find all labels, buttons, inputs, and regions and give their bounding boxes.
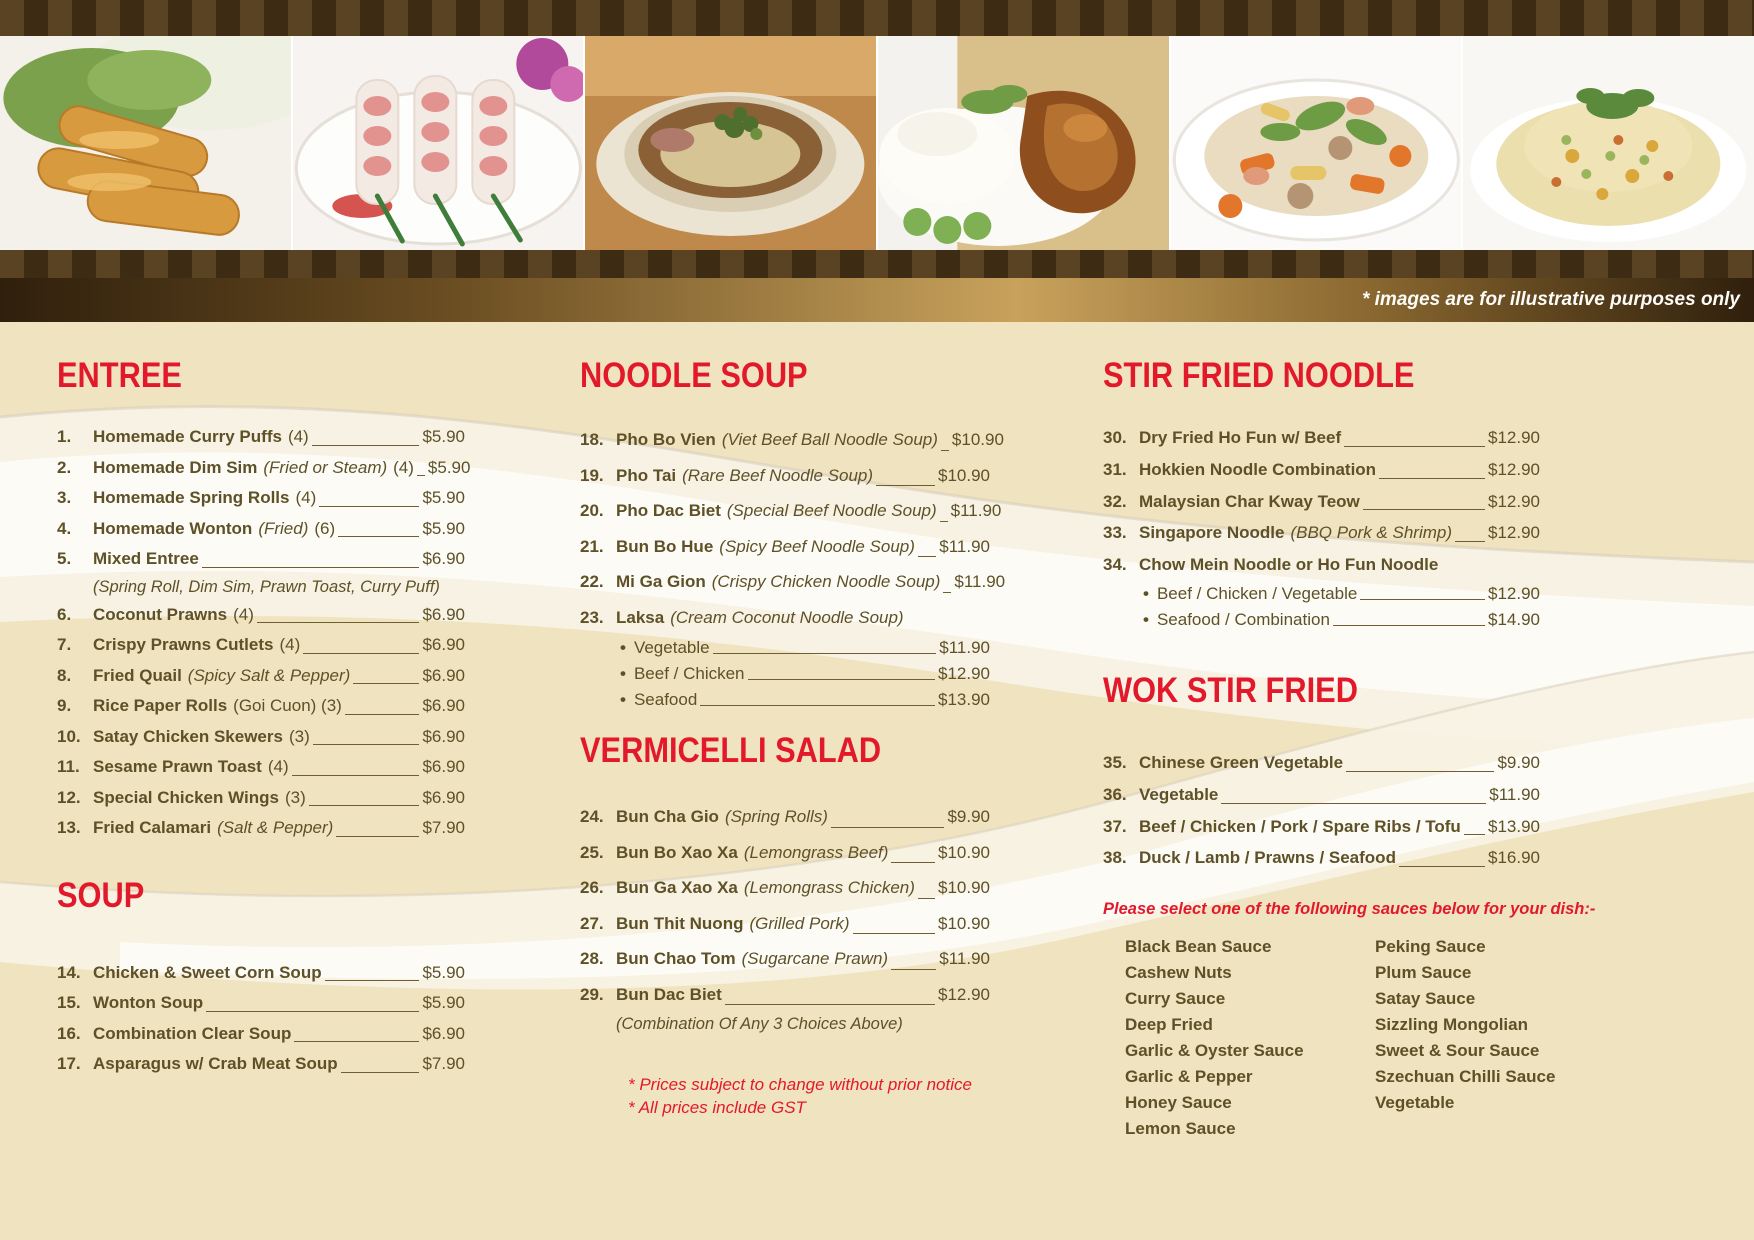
- item-price: $5.90: [422, 488, 465, 507]
- item-price: $7.90: [422, 818, 465, 837]
- item-number: 7.: [57, 635, 72, 654]
- item-price: $12.90: [1488, 428, 1540, 447]
- menu-item-bun-thit-nuong: [580, 906, 990, 942]
- sauce-option-szechuan-chilli-sauce: Szechuan Chilli Sauce: [1375, 1067, 1556, 1087]
- menu-subitem-beef-chicken: [580, 661, 990, 687]
- item-number: 3.: [57, 488, 72, 507]
- item-qualifier: (Sugarcane Prawn): [741, 949, 889, 968]
- dotted-leader: [1379, 478, 1485, 479]
- menu-column-1: [57, 322, 471, 1080]
- sauce-option-lemon-sauce: Lemon Sauce: [1125, 1119, 1236, 1139]
- item-extra: (4): [393, 457, 414, 477]
- item-extra: (3): [284, 787, 306, 807]
- item-name: Combination Clear Soup: [93, 1023, 292, 1043]
- item-price: $11.90: [939, 536, 990, 556]
- subitem-price: $12.90: [938, 664, 990, 683]
- item-price: $6.90: [422, 787, 465, 807]
- item-name: Dry Fried Ho Fun w/ Beef: [1139, 428, 1342, 447]
- photo-stir-fry-combination: [1171, 36, 1462, 250]
- item-price: $16.90: [1488, 848, 1540, 868]
- menu-item-hokkien-noodle-combination: [1103, 454, 1540, 486]
- item-number: 29.: [580, 984, 604, 1004]
- item-qualifier: (Lemongrass Beef): [743, 842, 889, 862]
- menu-item-homemade-curry-puffs: [57, 422, 465, 453]
- dotted-leader: [417, 475, 425, 476]
- item-qualifier: (BBQ Pork & Shrimp): [1290, 523, 1453, 543]
- bullet-icon: •: [620, 638, 626, 657]
- photo-fried-rice: [1463, 36, 1754, 250]
- sauce-option-sizzling-mongolian: Sizzling Mongolian: [1375, 1015, 1528, 1035]
- item-price: $10.90: [938, 842, 990, 862]
- menu-item-bun-dac-biet: [580, 977, 990, 1013]
- dotted-leader: [700, 705, 935, 706]
- item-price: $11.90: [939, 949, 990, 968]
- item-price: $5.90: [422, 518, 465, 538]
- item-qualifier: (Crispy Chicken Noodle Soup): [711, 572, 941, 591]
- menu-item-malaysian-char-kway-teow: [1103, 486, 1540, 518]
- item-number: 34.: [1103, 555, 1127, 575]
- menu-item-crispy-prawns-cutlets: [57, 630, 465, 661]
- item-price: $11.90: [950, 501, 1002, 520]
- sauce-option-vegetable: Vegetable: [1375, 1093, 1455, 1113]
- item-price: $6.90: [422, 726, 465, 746]
- menu-item-sesame-prawn-toast: [57, 752, 465, 783]
- menu-item-chow-mein-noodle-or-ho-fun-noodle: [1103, 549, 1540, 581]
- subitem-label: Seafood / Combination: [1156, 609, 1330, 629]
- dotted-leader: [1363, 509, 1485, 510]
- item-extra: (4): [287, 427, 309, 446]
- bullet-icon: •: [1143, 609, 1149, 629]
- item-number: 9.: [57, 696, 72, 715]
- dotted-leader: [748, 679, 935, 680]
- dotted-leader: [891, 862, 935, 863]
- gold-banner: [0, 278, 1754, 322]
- sauce-option-peking-sauce: Peking Sauce: [1375, 937, 1486, 957]
- item-qualifier: (Spicy Salt & Pepper): [187, 665, 351, 685]
- menu-item-homemade-dim-sim: [57, 453, 471, 484]
- item-name: Homemade Curry Puffs: [93, 427, 282, 446]
- menu-subitem-vegetable: [580, 635, 990, 661]
- item-name: Satay Chicken Skewers: [93, 726, 283, 746]
- sauce-list-left: [1125, 934, 1375, 1142]
- subitem-price: $13.90: [938, 690, 990, 709]
- subitem-label: Vegetable: [633, 638, 710, 657]
- item-number: 24.: [580, 807, 604, 826]
- subitem-label: Beef / Chicken / Vegetable: [1156, 583, 1358, 603]
- item-name: Asparagus w/ Crab Meat Soup: [93, 1054, 338, 1073]
- item-price: $5.90: [422, 993, 465, 1012]
- sauce-option-black-bean-sauce: Black Bean Sauce: [1125, 937, 1272, 957]
- item-qualifier: (Special Beef Noodle Soup): [726, 501, 937, 520]
- item-price: $6.90: [422, 604, 465, 624]
- item-number: 21.: [580, 536, 604, 556]
- item-qualifier: (Cream Coconut Noodle Soup): [670, 607, 904, 627]
- item-name: Laksa: [616, 607, 665, 627]
- photo-rice-paper-rolls: [293, 36, 584, 250]
- item-price: $7.90: [422, 1054, 465, 1073]
- item-name: Chow Mein Noodle or Ho Fun Noodle: [1139, 555, 1439, 575]
- sauce-option-garlic-oyster-sauce: Garlic & Oyster Sauce: [1125, 1041, 1304, 1061]
- item-number: 20.: [580, 501, 604, 520]
- item-name: Singapore Noodle: [1139, 523, 1285, 543]
- sauce-option-curry-sauce: Curry Sauce: [1125, 989, 1226, 1009]
- item-number: 23.: [580, 607, 604, 627]
- dotted-leader: [918, 556, 936, 557]
- menu-item-bun-bo-hue: [580, 529, 990, 565]
- menu-column-3: [1103, 322, 1596, 1142]
- dotted-leader: [313, 744, 420, 745]
- item-number: 16.: [57, 1023, 81, 1043]
- dotted-leader: [1464, 834, 1485, 835]
- item-name: Special Chicken Wings: [93, 787, 279, 807]
- item-name: Homemade Spring Rolls: [93, 488, 290, 507]
- item-price: $12.90: [1488, 459, 1540, 479]
- dotted-leader: [353, 683, 419, 684]
- item-price: $11.90: [1489, 784, 1540, 804]
- item-number: 15.: [57, 993, 81, 1012]
- item-price: $6.90: [422, 635, 465, 654]
- dotted-leader: [1344, 446, 1485, 447]
- menu-item-chicken-sweet-corn-soup: [57, 958, 465, 989]
- menu-subitem-beef-chicken-vegetable: [1103, 581, 1540, 607]
- item-name: Bun Cha Gio: [616, 807, 719, 826]
- item-number: 19.: [580, 465, 604, 485]
- item-number: 6.: [57, 604, 72, 624]
- item-price: $13.90: [1488, 816, 1540, 836]
- menu-item-wonton-soup: [57, 988, 465, 1019]
- item-price: $5.90: [422, 427, 465, 446]
- sauce-option-honey-sauce: Honey Sauce: [1125, 1093, 1232, 1113]
- item-number: 5.: [57, 549, 72, 568]
- item-name: Hokkien Noodle Combination: [1139, 459, 1377, 479]
- dotted-leader: [940, 521, 948, 522]
- menu-column-2: [580, 322, 1006, 1119]
- item-number: 27.: [580, 913, 604, 933]
- menu-section-stir-fried-noodle: [1103, 358, 1540, 633]
- dotted-leader: [831, 827, 945, 828]
- item-subnote: (Combination Of Any 3 Choices Above): [616, 1015, 903, 1033]
- item-name: Homemade Wonton: [93, 518, 253, 538]
- item-number: 1.: [57, 427, 72, 446]
- image-disclaimer-text: * images are for illustrative purposes only: [1361, 289, 1740, 310]
- item-qualifier: (Fried): [258, 518, 309, 538]
- item-name: Mixed Entree: [93, 549, 199, 568]
- menu-item-pho-bo-vien: [580, 422, 1004, 458]
- item-name: Bun Bo Xao Xa: [616, 842, 738, 862]
- striped-band-middle: [0, 250, 1754, 278]
- item-price: $6.90: [422, 696, 465, 715]
- item-number: 8.: [57, 665, 72, 685]
- bullet-icon: •: [620, 690, 626, 709]
- menu-item-mi-ga-gion: [580, 564, 1006, 600]
- item-name: Mi Ga Gion: [616, 572, 706, 591]
- menu-item-asparagus-w-crab-meat-soup: [57, 1049, 465, 1080]
- item-price: $10.90: [938, 465, 990, 485]
- section-title: ENTREE: [57, 356, 182, 395]
- menu-item-coconut-prawns: [57, 600, 465, 631]
- sauce-options: [1103, 934, 1556, 1142]
- dotted-leader: [876, 485, 935, 486]
- item-name: Bun Bo Hue: [616, 536, 714, 556]
- item-name: Sesame Prawn Toast: [93, 757, 262, 776]
- item-name: Rice Paper Rolls: [93, 696, 228, 715]
- dotted-leader: [338, 536, 419, 537]
- price-footnotes: [580, 1073, 990, 1119]
- item-name: Wonton Soup: [93, 993, 204, 1012]
- menu-item-bun-bo-xao-xa: [580, 835, 990, 871]
- dotted-leader: [1399, 866, 1485, 867]
- item-qualifier: (Spicy Beef Noodle Soup): [719, 536, 915, 556]
- item-name: Bun Chao Tom: [616, 949, 736, 968]
- item-name: Fried Quail: [93, 665, 182, 685]
- menu-item-bun-ga-xao-xa: [580, 870, 990, 906]
- item-name: Fried Calamari: [93, 818, 212, 837]
- menu-subitem-seafood-combination: [1103, 607, 1540, 633]
- menu-item-laksa: [580, 600, 990, 636]
- dotted-leader: [292, 775, 420, 776]
- sauce-option-garlic-pepper: Garlic & Pepper: [1125, 1067, 1253, 1087]
- dotted-leader: [319, 506, 419, 507]
- dotted-leader: [303, 653, 419, 654]
- sauce-list-right: [1375, 934, 1555, 1142]
- item-number: 10.: [57, 726, 81, 746]
- item-qualifier: (Lemongrass Chicken): [743, 878, 915, 897]
- item-name: Vegetable: [1139, 784, 1219, 804]
- item-subnote: (Spring Roll, Dim Sim, Prawn Toast, Curry Puff): [93, 577, 440, 596]
- bullet-icon: •: [1143, 583, 1149, 603]
- dotted-leader: [206, 1011, 419, 1012]
- dotted-leader: [1346, 771, 1494, 772]
- section-title: WOK STIR FRIED: [1103, 670, 1358, 710]
- dotted-leader: [1333, 625, 1485, 626]
- dotted-leader: [257, 622, 420, 623]
- subitem-price: $11.90: [939, 638, 990, 657]
- dotted-leader: [941, 450, 949, 451]
- item-extra: (3): [288, 726, 310, 746]
- item-number: 35.: [1103, 752, 1127, 772]
- dotted-leader: [713, 653, 937, 654]
- menu-item-mixed-entree: [57, 544, 465, 575]
- menu-item-pho-tai: [580, 458, 990, 494]
- item-number: 31.: [1103, 459, 1127, 479]
- item-price: $6.90: [422, 1023, 465, 1043]
- item-price: $10.90: [938, 878, 990, 897]
- item-price: $6.90: [422, 757, 465, 776]
- item-number: 18.: [580, 430, 604, 449]
- menu-section-entree: [57, 356, 471, 844]
- menu-item-rice-paper-rolls: [57, 691, 465, 722]
- item-name: Pho Tai: [616, 465, 677, 485]
- item-price: $6.90: [422, 665, 465, 685]
- menu-item-fried-quail: [57, 661, 465, 692]
- item-price: $5.90: [422, 962, 465, 982]
- item-name: Homemade Dim Sim: [93, 457, 258, 477]
- item-name: Bun Thit Nuong: [616, 913, 744, 933]
- item-number: 17.: [57, 1054, 81, 1073]
- item-number: 26.: [580, 878, 604, 897]
- section-title: VERMICELLI SALAD: [580, 731, 882, 770]
- menu-section-wok-stir-fried: [1103, 670, 1596, 1142]
- sauce-option-deep-fried: Deep Fried: [1125, 1015, 1213, 1035]
- subitem-price: $12.90: [1488, 583, 1540, 603]
- menu-item-singapore-noodle: [1103, 517, 1540, 549]
- item-extra: (4): [279, 635, 301, 654]
- item-qualifier: (Salt & Pepper): [217, 818, 334, 837]
- item-number: 38.: [1103, 848, 1127, 868]
- item-name: Chicken & Sweet Corn Soup: [93, 962, 322, 982]
- sauce-option-plum-sauce: Plum Sauce: [1375, 963, 1472, 983]
- price-footnote: * Prices subject to change without prior notice: [628, 1075, 972, 1094]
- item-price: $12.90: [1488, 491, 1540, 511]
- bullet-icon: •: [620, 664, 626, 683]
- dotted-leader: [725, 1004, 935, 1005]
- item-name: Beef / Chicken / Pork / Spare Ribs / Tofu: [1139, 816, 1461, 836]
- menu-item-special-chicken-wings: [57, 783, 465, 814]
- section-title: STIR FRIED NOODLE: [1103, 356, 1415, 395]
- item-extra: (4): [295, 488, 317, 507]
- menu-section-noodle-soup: [580, 356, 1006, 713]
- dotted-leader: [918, 898, 935, 899]
- dotted-leader: [1221, 803, 1486, 804]
- menu-item-vegetable: [1103, 779, 1540, 811]
- item-extra: (4): [233, 604, 254, 624]
- item-name: Crispy Prawns Cutlets: [93, 635, 274, 654]
- menu-item-homemade-wonton: [57, 514, 465, 545]
- item-name: Bun Ga Xao Xa: [616, 878, 738, 897]
- dotted-leader: [1360, 599, 1485, 600]
- item-qualifier: (Rare Beef Noodle Soup): [682, 465, 874, 485]
- item-number: 32.: [1103, 491, 1127, 511]
- item-number: 36.: [1103, 784, 1127, 804]
- item-price: $12.90: [938, 984, 990, 1004]
- menu-item-combination-clear-soup: [57, 1019, 465, 1050]
- dotted-leader: [309, 805, 420, 806]
- dotted-leader: [943, 592, 951, 593]
- sauce-option-sweet-sour-sauce: Sweet & Sour Sauce: [1375, 1041, 1540, 1061]
- striped-band-top: [0, 0, 1754, 36]
- menu-item-bun-chao-tom: [580, 941, 990, 977]
- item-number: 30.: [1103, 428, 1127, 447]
- item-number: 4.: [57, 518, 72, 538]
- item-price: $11.90: [954, 572, 1006, 591]
- menu-section-vermicelli-salad: [580, 733, 990, 1119]
- dotted-leader: [325, 980, 420, 981]
- item-number: 12.: [57, 787, 81, 807]
- sauce-selection-note: Please select one of the following sauces below for your dish:-: [1103, 900, 1596, 919]
- item-price: $12.90: [1488, 523, 1540, 543]
- menu-item-fried-calamari: [57, 813, 465, 844]
- dotted-leader: [891, 969, 936, 970]
- item-number: 22.: [580, 572, 604, 591]
- menu-item-satay-chicken-skewers: [57, 722, 465, 753]
- item-price: $6.90: [422, 549, 465, 568]
- item-price: $9.90: [947, 807, 990, 826]
- item-name: Pho Dac Biet: [616, 501, 721, 520]
- item-number: 14.: [57, 962, 81, 982]
- item-name: Malaysian Char Kway Teow: [1139, 491, 1360, 511]
- menu-item-homemade-spring-rolls: [57, 483, 465, 514]
- item-number: 33.: [1103, 523, 1127, 543]
- menu-item-duck-lamb-prawns-seafood: [1103, 842, 1540, 874]
- menu-item-beef-chicken-pork-spare-ribs-tofu: [1103, 811, 1540, 843]
- item-number: 2.: [57, 457, 72, 477]
- item-qualifier: (Spring Rolls): [724, 807, 828, 826]
- subitem-price: $14.90: [1488, 609, 1540, 629]
- item-number: 28.: [580, 949, 604, 968]
- sauce-option-cashew-nuts: Cashew Nuts: [1125, 963, 1232, 983]
- menu-subitem-seafood: [580, 687, 990, 713]
- item-price: $10.90: [951, 430, 1004, 449]
- item-number: 37.: [1103, 816, 1127, 836]
- dotted-leader: [294, 1041, 419, 1042]
- food-photo-strip: [0, 36, 1754, 250]
- dotted-leader: [336, 836, 419, 837]
- item-name: Duck / Lamb / Prawns / Seafood: [1139, 848, 1396, 868]
- section-title: NOODLE SOUP: [580, 356, 808, 395]
- item-qualifier: (Viet Beef Ball Noodle Soup): [721, 430, 938, 449]
- photo-fried-spring-rolls: [0, 36, 291, 250]
- section-title: SOUP: [57, 875, 145, 915]
- price-footnote: * All prices include GST: [628, 1098, 806, 1117]
- photo-roast-chicken-with-rice: [878, 36, 1169, 250]
- item-number: 11.: [57, 757, 80, 776]
- item-price: $5.90: [427, 457, 471, 477]
- dotted-leader: [341, 1072, 420, 1073]
- item-extra: (4): [267, 757, 289, 776]
- menu-item-bun-cha-gio: [580, 799, 990, 835]
- item-name: Chinese Green Vegetable: [1139, 752, 1344, 772]
- photo-pho-noodle-soup: [585, 36, 876, 250]
- item-qualifier: (Fried or Steam): [263, 457, 388, 477]
- item-qualifier: (Grilled Pork): [749, 913, 850, 933]
- dotted-leader: [1455, 541, 1485, 542]
- item-extra: (Goi Cuon) (3): [233, 696, 342, 715]
- dotted-leader: [345, 714, 420, 715]
- item-extra: (6): [314, 518, 336, 538]
- sauce-option-satay-sauce: Satay Sauce: [1375, 989, 1476, 1009]
- item-name: Bun Dac Biet: [616, 984, 722, 1004]
- menu-section-soup: [57, 875, 465, 1080]
- item-number: 25.: [580, 842, 604, 862]
- subitem-label: Seafood: [633, 690, 698, 709]
- menu-item-pho-dac-biet: [580, 493, 1002, 529]
- item-price: $9.90: [1497, 752, 1540, 772]
- dotted-leader: [853, 933, 935, 934]
- menu-body: [0, 322, 1754, 1240]
- menu-item-chinese-green-vegetable: [1103, 747, 1540, 779]
- dotted-leader: [312, 445, 420, 446]
- menu-item-dry-fried-ho-fun-w-beef: [1103, 422, 1540, 454]
- item-number: 13.: [57, 818, 81, 837]
- item-price: $10.90: [938, 913, 990, 933]
- item-name: Coconut Prawns: [93, 604, 228, 624]
- dotted-leader: [202, 567, 420, 568]
- item-name: Pho Bo Vien: [616, 430, 716, 449]
- subitem-label: Beef / Chicken: [633, 664, 745, 683]
